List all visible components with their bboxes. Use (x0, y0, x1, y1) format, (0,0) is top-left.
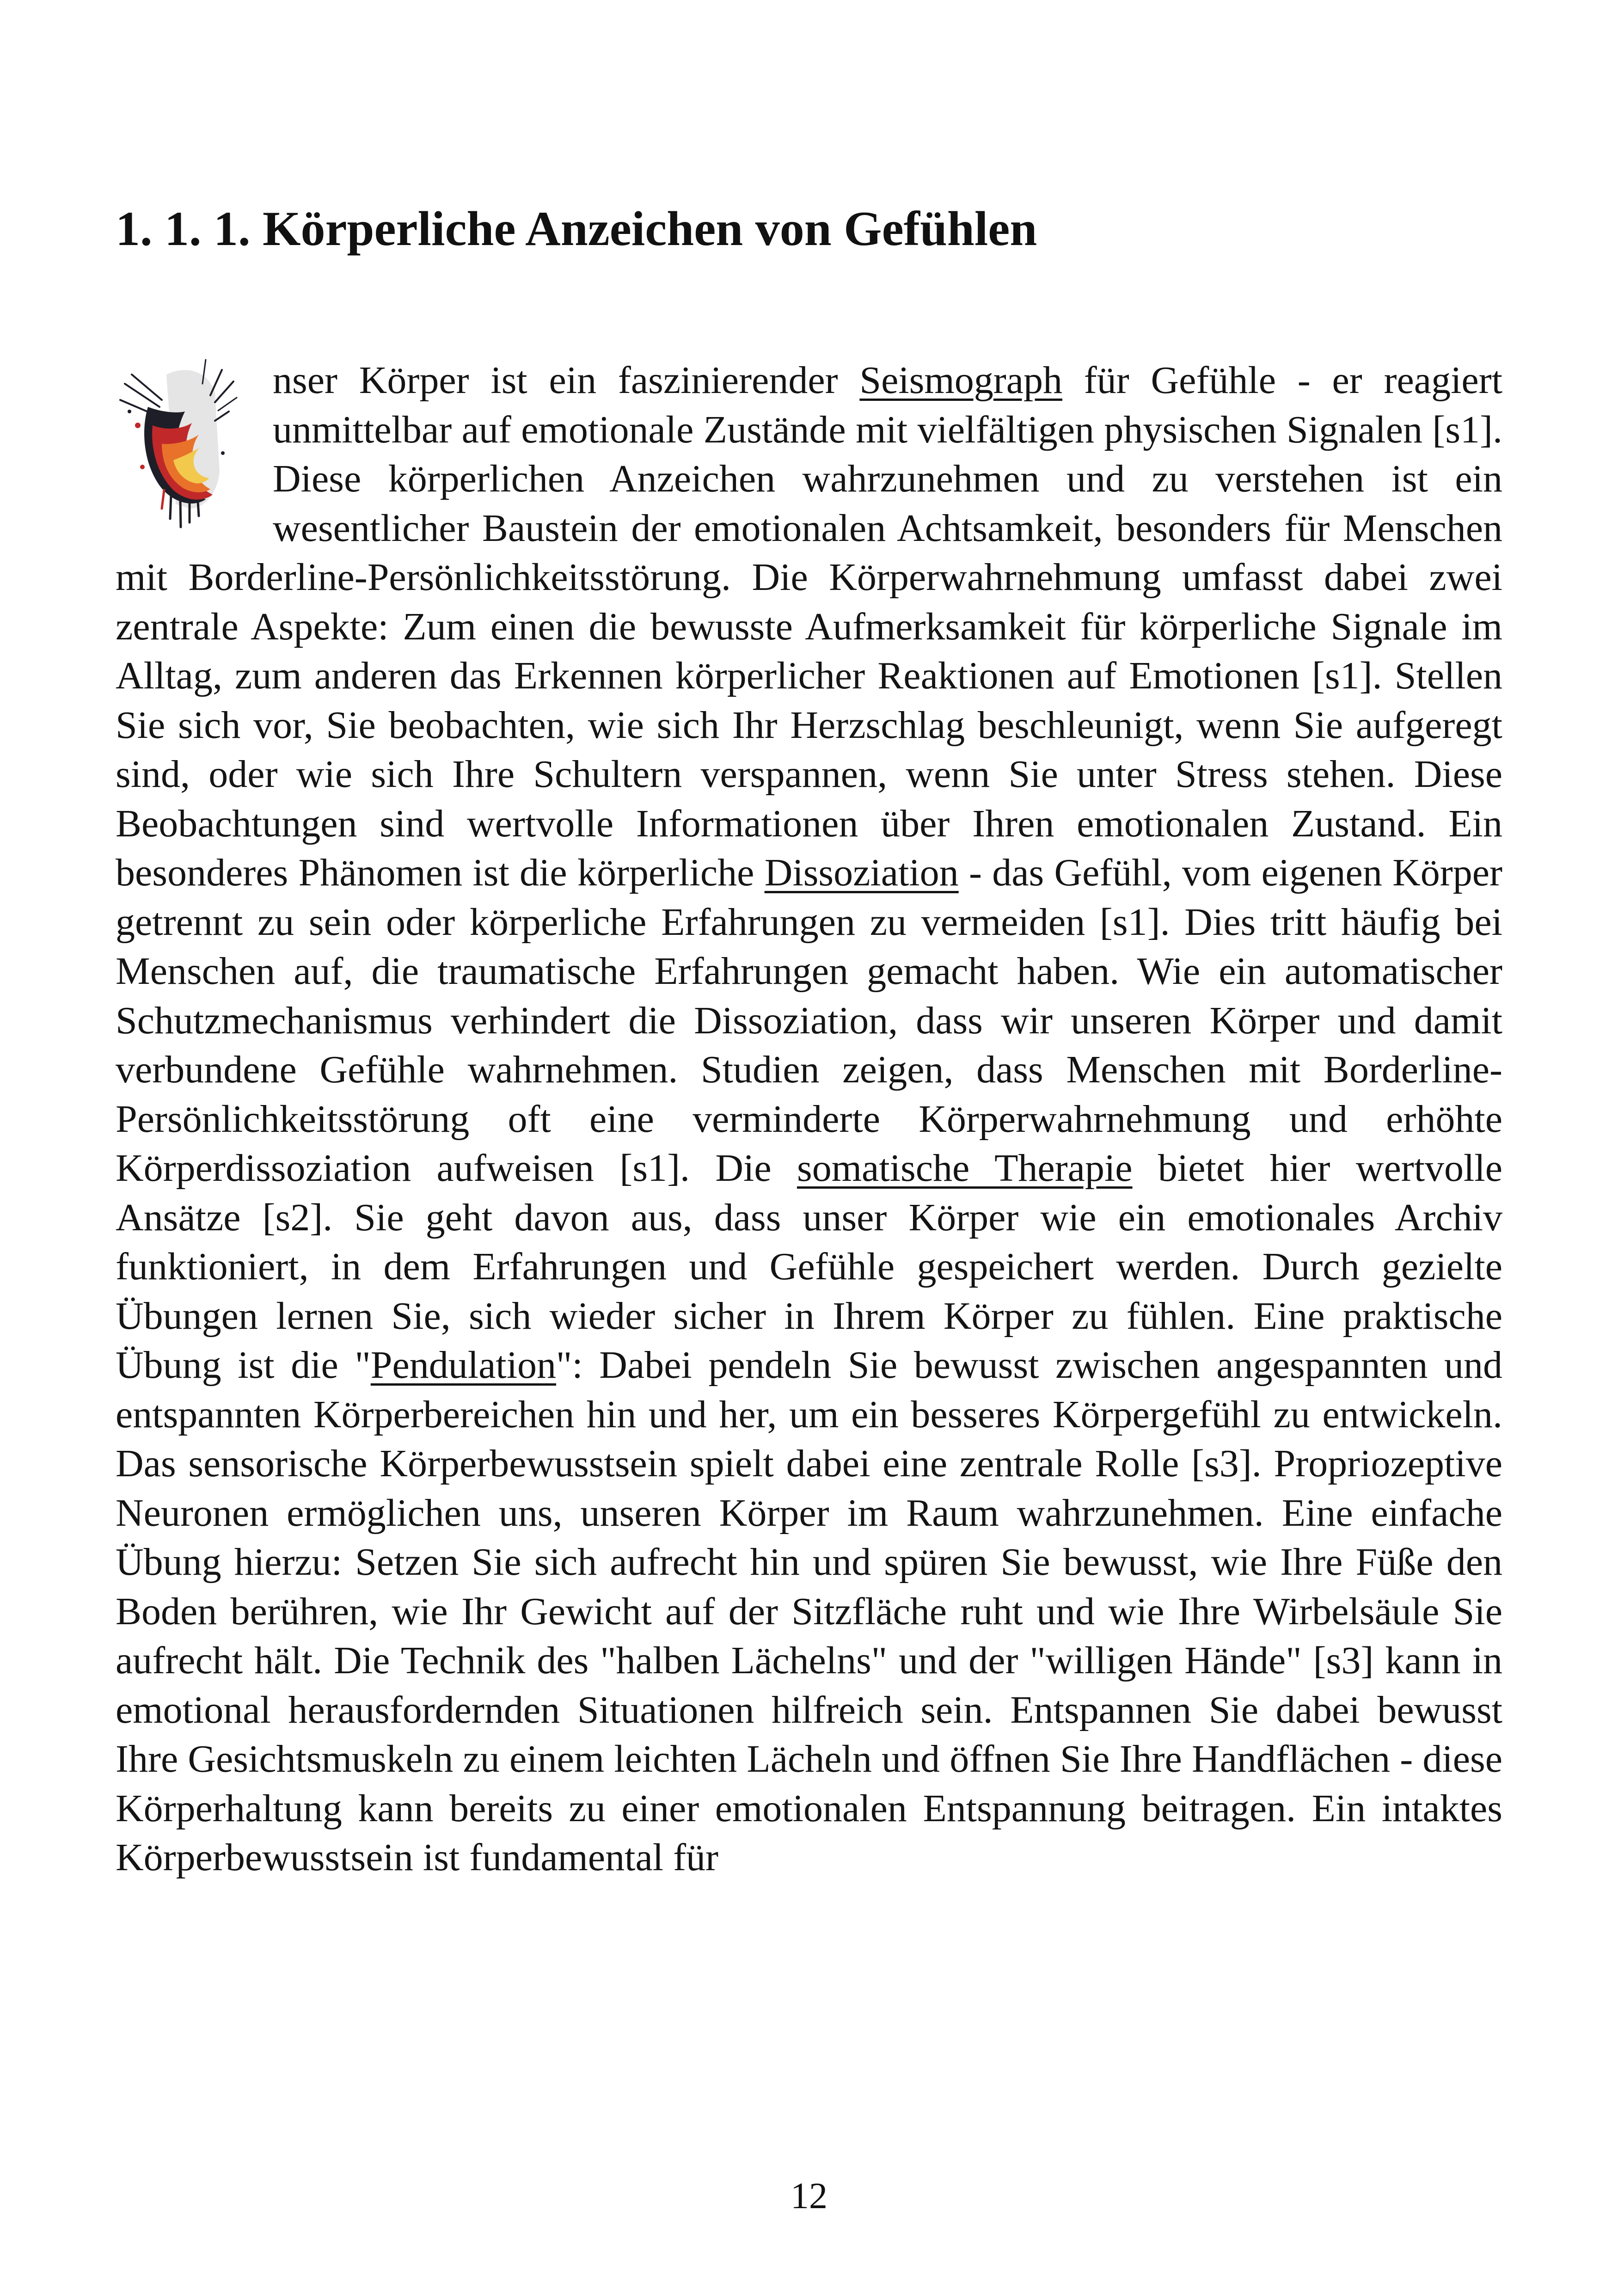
page-number: 12 (791, 2176, 827, 2216)
text-run: - das Gefühl, vom eigenen Körper getrennt zu sein oder körperliche Erfahrungen zu vermeiden [s1]. Dies tritt häufig bei Menschen auf, die traumatische Erfahrungen gemacht haben. Wie ein automatischer Schutzmechanismus verhindert die Dissoziation, dass wir unseren Körper und damit verbundene Gefühle wahrnehmen. Studien zeigen, dass Menschen mit Borderline-Persönlichkeitsstörung oft eine verminderte Körperwahrnehmung und erhöhte Körperdissoziation aufweisen [s1]. Die (116, 851, 1502, 1190)
text-run: ": Dabei pendeln Sie bewusst zwischen angespannten und entspannten Körperbereichen hin und her, um ein besseres Körpergefühl zu entwickeln. Das sensorische Körperbewusstsein spielt dabei eine zentrale Rolle [s3]. Propriozeptive Neuronen ermöglichen uns, unseren Körper im Raum wahrzunehmen. Eine einfache Übung hierzu: Setzen Sie sich aufrecht hin und spüren Sie bewusst, wie Ihre Füße den Boden berühren, wie Ihr Gewicht auf der Sitzfläche ruht und wie Ihre Wirbelsäule Sie aufrecht hält. Die Technik des "halben Lächelns" und der "willigen Hände" [s3] kann in emotional herausfordernden Situationen hilfreich sein. Entspannen Sie dabei bewusst Ihre Gesichtsmuskeln zu einem leichten Lächeln und öffnen Sie Ihre Handflächen - diese Körperhaltung kann bereits zu einer emotionalen Entspannung beitragen. Ein intaktes Körperbewusstsein ist fundamental für (116, 1344, 1503, 1879)
decorative-dropcap-u-icon (116, 356, 264, 546)
term-seismograph: Seismograph (859, 359, 1062, 402)
term-dissoziation: Dissoziation (764, 851, 959, 894)
section-heading: 1. 1. 1. Körperliche Anzeichen von Gefühlen (116, 202, 1037, 256)
text-run: für Gefühle - er reagiert unmittelbar auf emotionale Zustände mit vielfältigen physischen Signalen [s1]. Diese körperlichen Anzeichen wahrzunehmen und zu verstehen ist ein wesentlicher Baustein der emotionalen Achtsamkeit, besonders für Menschen mit Borderline-Persönlichkeitsstörung. Die Körperwahrnehmung umfasst dabei zwei zentrale Aspekte: Zum einen die bewusste Aufmerksamkeit für körperliche Signale im Alltag, zum anderen das Erkennen körperlicher Reaktionen auf Emotionen [s1]. Stellen Sie sich vor, Sie beobachten, wie sich Ihr Herzschlag beschleunigt, wenn Sie aufgeregt sind, oder wie sich Ihre Schultern verspannen, wenn Sie unter Stress stehen. Diese Beobachtungen sind wertvolle Informationen über Ihren emotionalen Zustand. Ein besonderes Phänomen ist die körperliche (116, 359, 1502, 894)
body-paragraph (116, 356, 1502, 1883)
text-run: bietet hier wertvolle Ansätze [s2]. Sie geht davon aus, dass unser Körper wie ein emotionales Archiv funktioniert, in dem Erfahrungen und Gefühle gespeichert werden. Durch gezielte Übungen lernen Sie, sich wieder sicher in Ihrem Körper zu fühlen. Eine praktische Übung ist die " (116, 1147, 1502, 1387)
term-somatische-therapie: somatische Therapie (797, 1147, 1133, 1190)
text-run: nser Körper ist ein faszinierender (273, 359, 860, 402)
term-pendulation: Pendulation (370, 1344, 557, 1387)
